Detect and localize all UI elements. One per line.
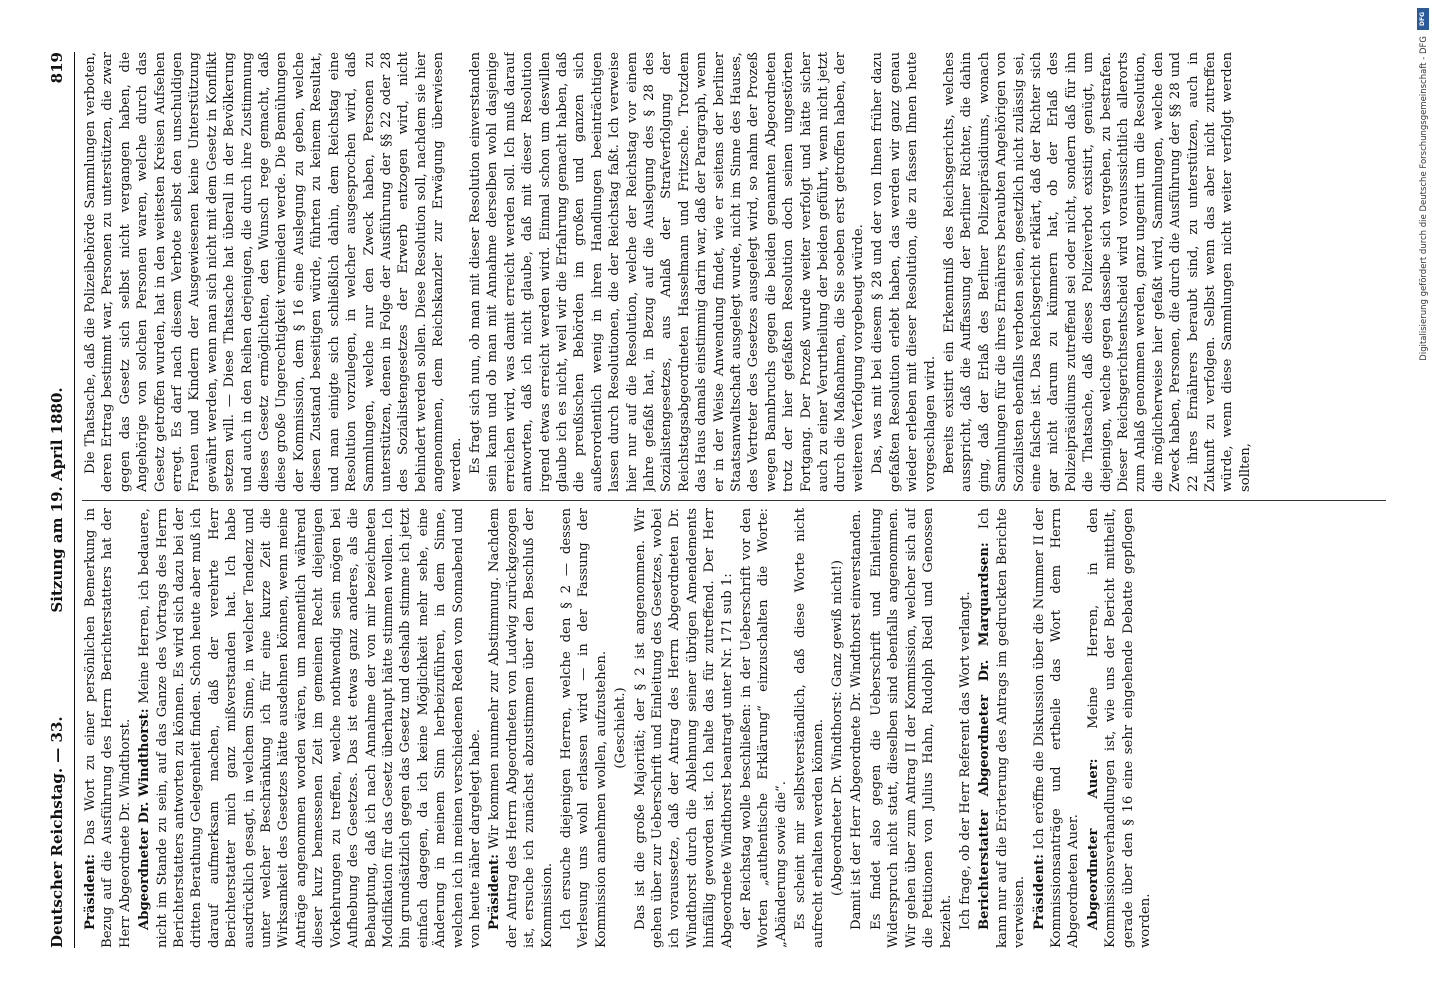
paragraph-text: Ich frage, ob der Herr Referent das Wort verlangt.	[957, 591, 973, 930]
paragraph	[1085, 508, 1155, 948]
paragraph-text: Ich kann nur auf die Erörterung des Antrags im gedruckten Berichte verweisen.	[977, 508, 1028, 948]
paragraph-text: Wir kommen nunmehr zur Abstimmung. Nachdem der Antrag des Herrn Abgeordneten von Ludwig zurückgezogen ist, ersuche ich zunächst abzustimmen über den Beschluß der Kommission.	[487, 508, 555, 948]
paragraph	[829, 508, 846, 948]
paragraph	[82, 508, 134, 948]
paragraph	[632, 508, 736, 948]
paragraph	[467, 52, 867, 492]
paragraph	[1031, 508, 1083, 948]
paragraph-text: der Reichstag wolle beschließen: in der Ueberschrift vor den Worten „authentische Erklärung“ einzuschalten die Worte: „Abänderung sowie die“.	[739, 508, 789, 948]
paragraph-text: Meine Herren, in den Kommissionsverhandlungen ist, wie uns der Bericht mittheilt, gerade über den § 16 eine sehr eingehende Debatte gepflogen worden.	[1085, 508, 1153, 948]
paragraph-text: Damit ist der Herr Abgeordnete Dr. Windthorst einverstanden.	[849, 509, 865, 930]
paragraph-text: Es findet also gegen die Ueberschrift und Einleitung Widerspruch nicht statt, dieselben sind ebenfalls angenommen. Wir gehen über zum Antrag II der Kommission, welcher sich auf die Petitionen von Julius Hahn, Rudolph Riedl und Genossen bezieht.	[868, 508, 954, 948]
header-left: Deutscher Reichstag. — 33.	[48, 716, 66, 948]
speaker-name: Präsident:	[1031, 853, 1047, 930]
paragraph	[136, 508, 484, 948]
speaker-name: Berichterstatter Abgeordneter Dr. Marquardsen:	[977, 542, 993, 930]
column-divider	[82, 500, 1386, 501]
paragraph	[558, 508, 610, 948]
paragraph	[868, 508, 955, 948]
paragraph	[792, 508, 827, 948]
left-text-column	[82, 508, 1382, 948]
paragraph-text: Bereits existirt ein Erkenntniß des Reichsgerichts, welches ausspricht, daß die Auffassung der Berliner Richter, die dahin ging, daß der Erlaß des Berliner Polizeipräsidiums, wonach Sammlungen für die ihres Ernährers beraubten Angehörigen von Sozialisten ebenfalls verboten seien, gesetzlich nicht zulässig sei, eine falsche ist. Das Reichsgericht erklärt, daß der Richter sich gar nicht darum zu kümmern hat, ob der Erlaß des Polizeipräsidiums zutreffend sei oder nicht, sondern daß für ihn die Thatsache, daß dieses Polizeiverbot existirt, genügt, um diejenigen, welche gegen dasselbe sich vergehen, zu bestrafen. Dieser Reichsgerichtsentscheid wird vorausssichtlich allerorts zum Anlaß genommen werden, ganz ungenirt um die Resolution, die möglicherweise hier gefaßt wird, Sammlungen, welche den Zweck haben, Personen, die durch die Ausführung der §§ 28 und 22 ihres Ernährers beraubt sind, zu unterstützen, auch in Zukunft zu verfolgen. Selbst wenn das aber nicht zutreffen würde, wenn diese Sammlungen nicht weiter verfolgt werden sollten,	[941, 52, 1253, 492]
paragraph-text: Das Wort zu einer persönlichen Bemerkung in Bezug auf die Ausführung des Herrn Berichterstatters hat der Herr Abgeordnete Dr. Windthorst.	[83, 508, 133, 948]
paragraph-text: Ich eröffne die Diskussion über die Nummer II der Kommissionsanträge und ertheile das Wort dem Herrn Abgeordneten Auer.	[1031, 508, 1082, 948]
paragraph-text: Es scheint mir selbstverständlich, daß diese Worte nicht aufrecht erhalten werden können.	[793, 508, 826, 948]
paragraph	[976, 508, 1028, 948]
paragraph	[738, 508, 790, 948]
digitization-sidebar	[1406, 0, 1432, 1000]
printed-page	[30, 30, 1402, 970]
speaker-name: Abgeordneter Dr. Windthorst:	[137, 708, 153, 930]
paragraph-text: Ich ersuche diejenigen Herren, welche den § 2 — dessen Verlesung uns wohl erlassen wird — in der Fassung der Kommission annehmen wollen, aufzustehen.	[558, 508, 609, 948]
page-header	[38, 52, 72, 948]
header-center: Sitzung am 19. April 1880.	[48, 387, 66, 613]
paragraph	[869, 52, 939, 492]
paragraph-text: Das, was mit bei diesem § 28 und der von Ihnen früher dazu gefaßten Resolution erlebt haben, das werden wir ganz genau wieder erleben mit dieser Resolution, die zu fassen Ihnen heute vorgeschlagen wird.	[870, 52, 938, 492]
header-rule	[74, 52, 75, 948]
speaker-name: Präsident:	[83, 853, 98, 930]
paragraph-text: (Abgeordneter Dr. Windthorst: Ganz gewiß nicht!)	[830, 559, 846, 897]
paragraph	[957, 508, 974, 948]
paragraph	[848, 508, 865, 948]
paragraph-text: Meine Herren, ich bedauere, nicht im Stande zu sein, auf das Ganze des Vortrags des Herrn Berichterstatters antworten zu können. Es wird sich dazu bei der dritten Berathung Gelegenheit finden. Schon heute aber muß ich darauf aufmerksam machen, daß der verehrte Herr Berichterstatter mich ganz mißverstanden hat. Ich habe ausdrücklich gesagt, in welchem Sinne, in welcher Tendenz und unter welcher Beschränkung ich für eine kurze Zeit die Wirksamkeit des Gesetzes hätte ausdehnen können, wenn meine Anträge angenommen worden wären, um namentlich während dieser kurz bemessenen Zeit im gemeinen Recht diejenigen Vorkehrungen zu treffen, welche nothwendig sein mögen bei Aufhebung des Gesetzes. Das ist etwas ganz anderes, als die Behauptung, daß ich nach Annahme der von mir bezeichneten Modifikation für das Gesetz überhaupt hätte stimmen wollen. Ich bin grundsätzlich gegen das Gesetz und deshalb stimme ich jetzt einfach dagegen, da ich keine Möglichkeit mehr sehe, eine Änderung in meinem Sinn herbeizuführen, in dem Sinne, welchen ich in meinen verschiedenen Reden vom Sonnabend und von heute näher dargelegt habe.	[137, 508, 483, 948]
paragraph	[82, 52, 465, 492]
paragraph-text: Es fragt sich nun, ob man mit dieser Resolution einverstanden sein kann und ob man mit Annahme derselben wohl dasjenige erreichen wird, was damit erreicht werden soll. Ich muß darauf antworten, daß ich nicht glaube, daß mit dieser Resolution irgend etwas erreicht werden wird. Einmal schon um deswillen glaube ich es nicht, weil wir die Erfahrung gemacht haben, daß die preußischen Behörden im großen und ganzen sich außerordentlich wenig in ihren Handlungen beeinträchtigen lassen durch Resolutionen, die der Reichstag faßt. Ich verweise hier nur auf die Resolution, welche der Reichstag vor einem Jahre gefaßt hat, in Bezug auf die Auslegung des § 28 des Sozialistengesetzes, aus Anlaß der Strafverfolgung der Reichstagsabgeordneten Hasselmann und Fritzsche. Trotzdem das Haus damals einstimmig darin war, daß der Paragraph, wenn er in der Weise Anwendung findet, wie er seitens der berliner Staatsanwaltschaft ausgelegt wurde, nicht im Sinne des Hauses, des Vertreter des Gesetzes ausgelegt wird, so nahm der Prozeß wegen Bannbruchs gegen die beiden genannten Abgeordneten trotz der hier gefaßten Resolution doch seinen ungestörten Fortgang. Der Prozeß wurde weiter verfolgt und hätte sicher auch zu einer Verurtheilung der beiden geführt, wenn nicht jetzt durch die Maßnahmen, die Sie soeben erst getroffen haben, der weiteren Verfolgung vorgebeugt würde.	[467, 52, 866, 492]
paragraph	[941, 52, 1254, 492]
paragraph-text: Die Thatsache, daß die Polizeibehörde Sammlungen verboten, deren Ertrag bestimmt war, Personen zu unterstützen, die zwar gegen das Gesetz sich selbst nicht vergangen haben, die Angehörige von solchen Personen waren, welche durch das Gesetz getroffen wurden, hat in den weitesten Kreisen Aufsehen erregt. Es darf nach diesem Verbote selbst den unschuldigen Frauen und Kindern der Ausgewiesenen keine Unterstützung gewährt werden, wenn man sich nicht mit dem Gesetz in Konflikt setzen will. — Diese Thatsache hat überall in der Bevölkerung und auch in den Reihen derjenigen, die durch ihre Zustimmung dieses Gesetz ermöglichten, den Wunsch rege gemacht, daß diese große Ungerechtigkeit vermieden werde. Die Bemühungen der Kommission, dem § 16 eine Auslegung zu geben, welche diesen Zustand beseitigen würde, führten zu keinem Resultat, und man einigte sich schließlich dahin, dem Reichstag eine Resolution vorzulegen, in welcher ausgesprochen wird, daß Sammlungen, welche nur den Zweck haben, Personen zu unterstützen, denen in Folge der Ausführung der §§ 22 oder 28 des Sozialistengesetzes der Erwerb entzogen wird, nicht behindert werden sollen. Diese Resolution soll, nachdem sie hier angenommen, dem Reichskanzler zur Erwägung überwiesen werden.	[83, 52, 464, 492]
paragraph	[486, 508, 556, 948]
right-text-column	[82, 52, 1382, 492]
paragraph-text: Das ist die große Majorität; der § 2 ist angenommen. Wir gehen über zur Ueberschrift und Einleitung des Gesetzes, wobei ich voraussetze, daß der Antrag des Herrn Abgeordneten Dr. Windthorst durch die Ablehnung seiner übrigen Amendements hinfällig geworden ist. Ich halte das für zutreffend. Der Herr Abgeordnete Windthorst beantragt unter Nr. 171 sub 1:	[632, 508, 735, 948]
speaker-name: Abgeordneter Auer:	[1085, 758, 1101, 930]
page-number: 819	[48, 52, 66, 84]
digitization-credit: Digitalisierung gefördert durch die Deutsche Forschungsgemeinschaft - DFG	[1419, 36, 1429, 361]
paragraph-text: (Geschieht.)	[613, 687, 629, 769]
paragraph	[612, 508, 629, 948]
dfg-logo-badge: DFG	[1417, 8, 1429, 30]
speaker-name: Präsident:	[487, 853, 503, 930]
